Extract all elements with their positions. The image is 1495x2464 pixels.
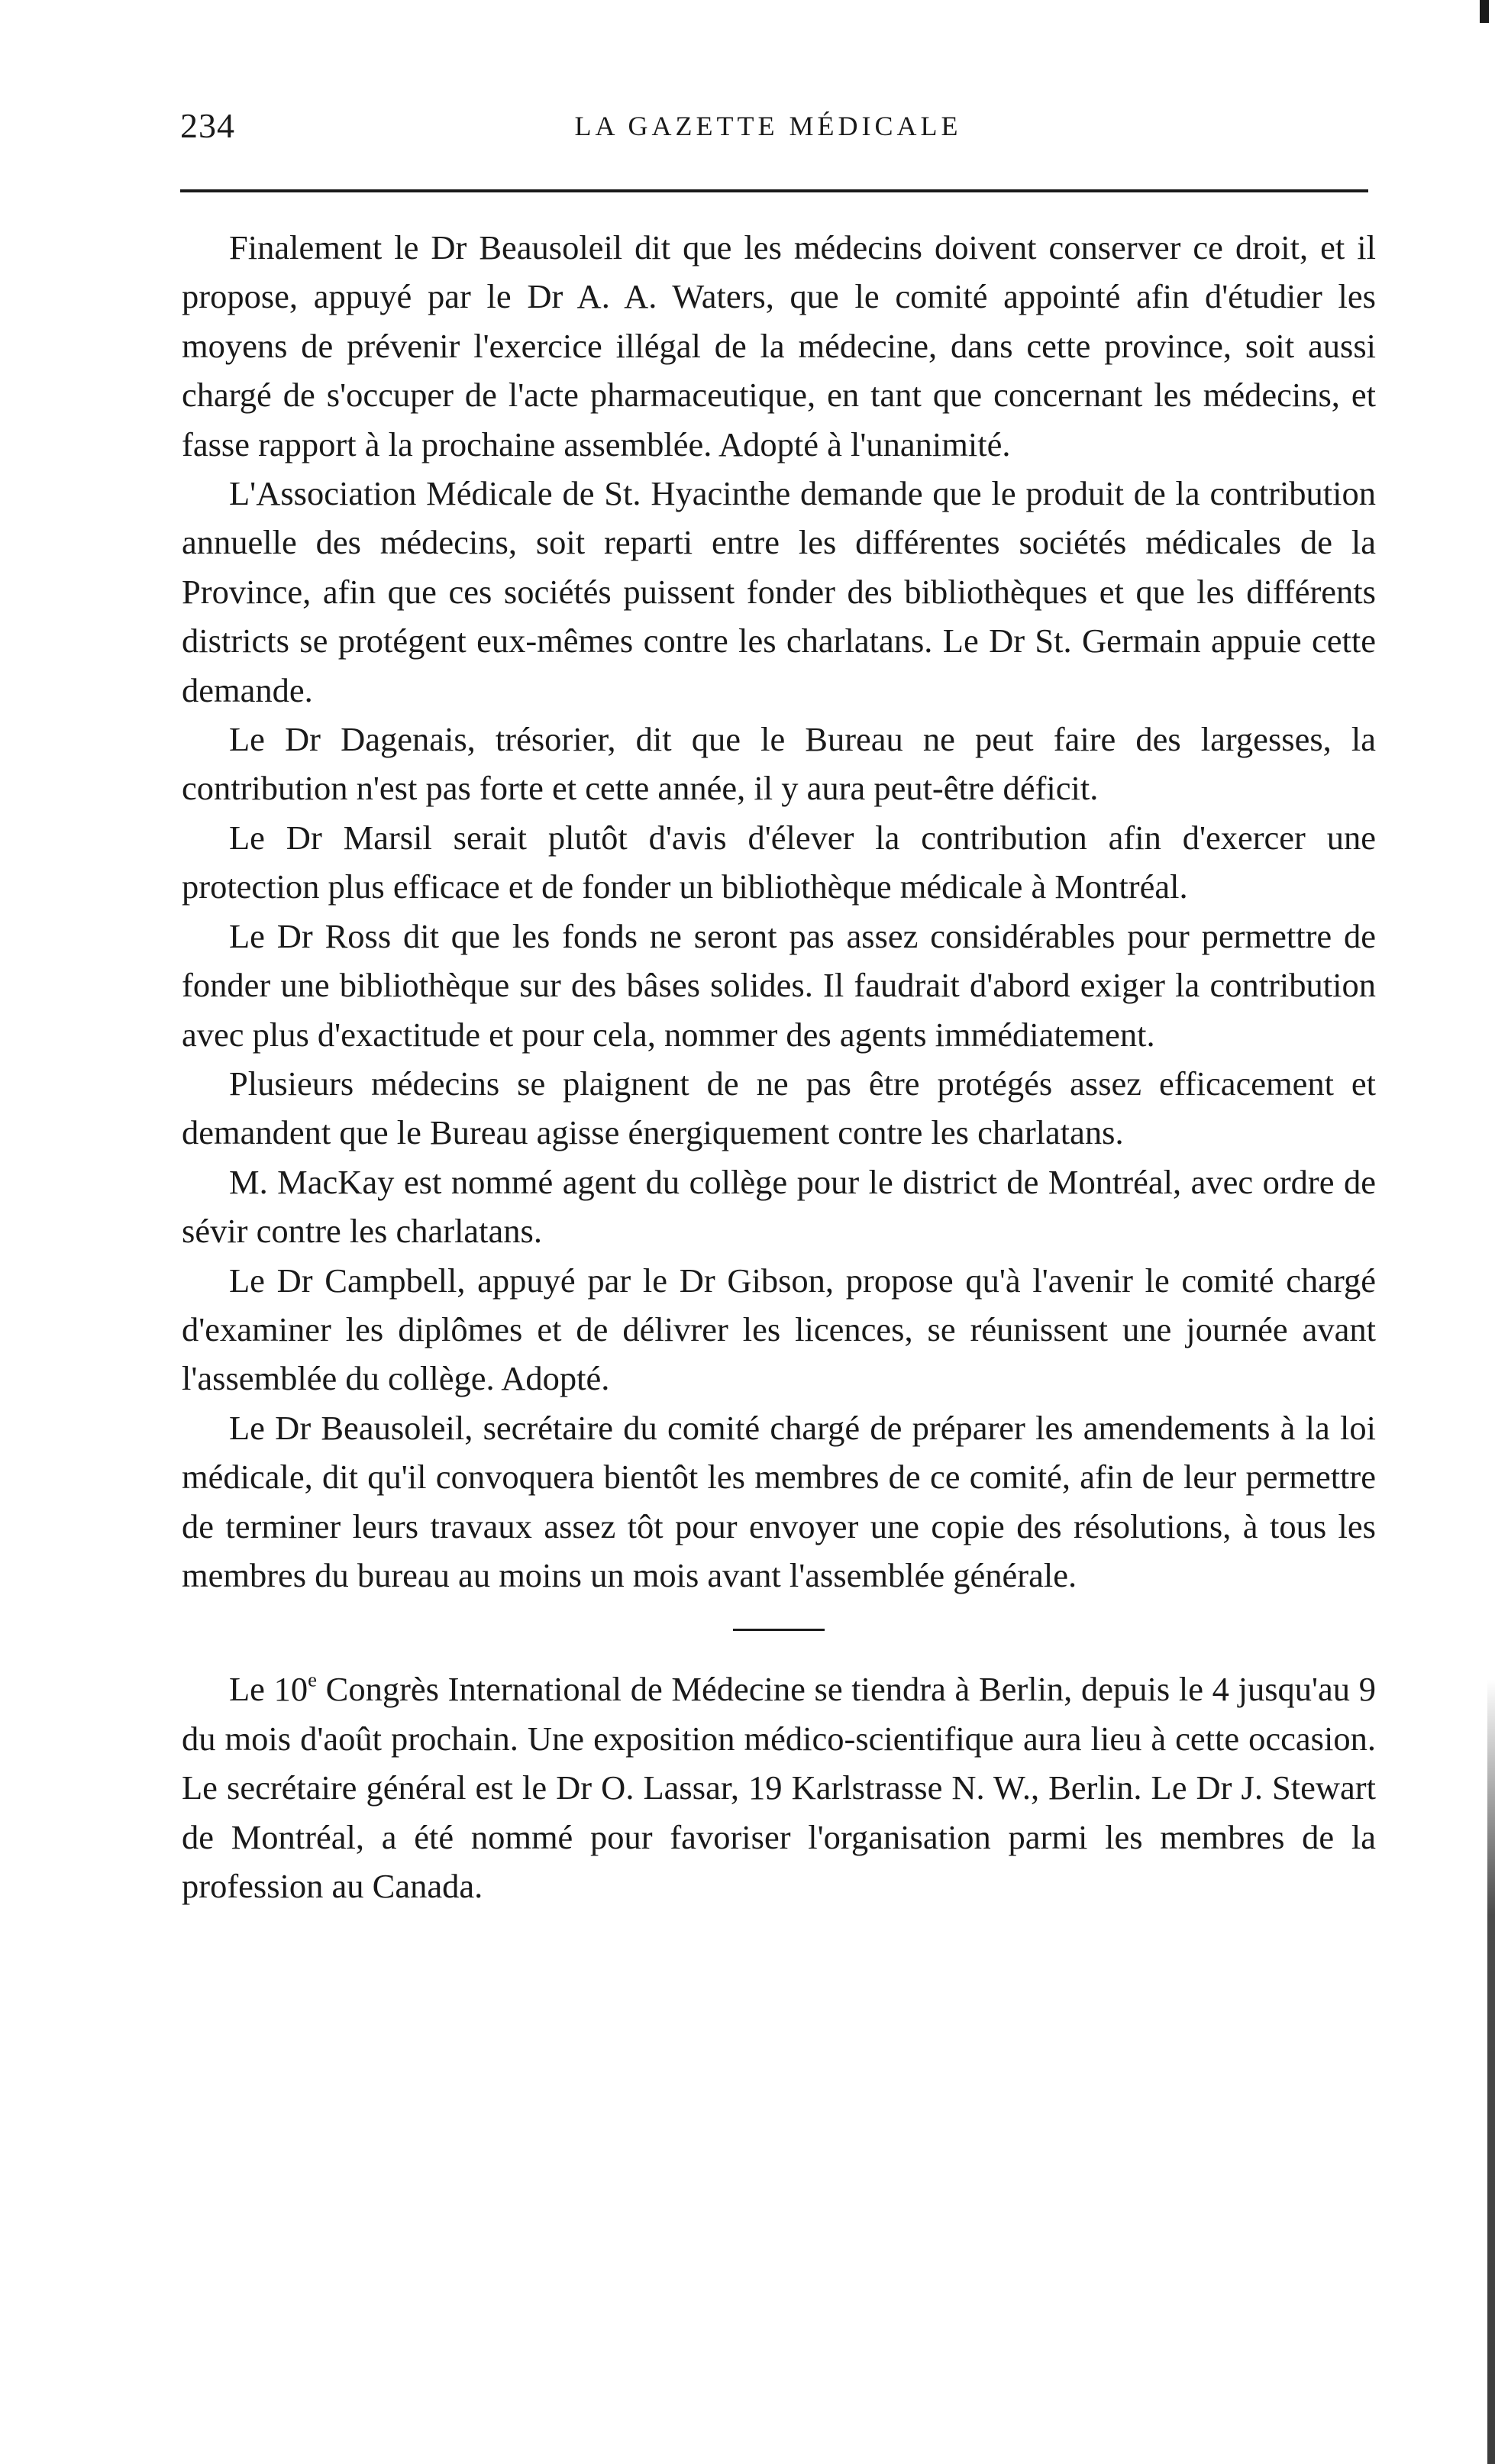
body-text: [182, 223, 1376, 1910]
paragraph: Plusieurs médecins se plaignent de ne pas être protégés assez efficacement et demandent que le Bureau agisse énergiquement contre les charlatans.: [182, 1064, 1376, 1152]
scan-corner-mark: [1480, 0, 1489, 23]
paragraph: L'Association Médicale de St. Hyacinthe demande que le produit de la contribution annuelle des médecins, soit reparti entre les différentes sociétés médicales de la Province, afin que ces sociétés puissent fonder des bibliothèques et que les différents districts se protégent eux-mêmes contre les charlatans. Le Dr St. Germain appuie cette demande.: [182, 474, 1376, 709]
paragraph: M. MacKay est nommé agent du collège pour le district de Montréal, avec ordre de sévir contre les charlatans.: [182, 1162, 1376, 1251]
paragraph: Finalement le Dr Beausoleil dit que les médecins doivent conserver ce droit, et il propose, appuyé par le Dr A. A. Waters, que le comité appointé afin d'étudier les moyens de prévenir l'exercice illégal de la médecine, dans cette province, soit aussi chargé de s'occuper de l'acte pharmaceutique, en tant que concernant les médecins, et fasse rapport à la prochaine assemblée. Adopté à l'unanimité.: [182, 228, 1376, 463]
notice-lead: Le 10: [229, 1670, 308, 1709]
paragraph: Le Dr Ross dit que les fonds ne seront pas assez considérables pour permettre de fonder une bibliothèque sur des bâses solides. Il faudrait d'abord exiger la contribution avec plus d'exactitude et pour cela, nommer des agents immédiatement.: [182, 916, 1376, 1054]
notice-text: Congrès International de Médecine se tiendra à Berlin, depuis le 4 jusqu'au 9 du mois d'août prochain. Une exposition médico-scientifique aura lieu à cette occasion. Le secrétaire général est le Dr O. Lassar, 19 Karlstrasse N. W., Berlin. Le Dr J. Stewart de Montréal, a été nommé pour favoriser l'organisation parmi les membres de la profession au Canada.: [182, 1670, 1376, 1905]
paragraph: Le Dr Dagenais, trésorier, dit que le Bureau ne peut faire des largesses, la contribution n'est pas forte et cette année, il y aura peut-être déficit.: [182, 720, 1376, 808]
notice-superscript: e: [308, 1668, 317, 1691]
page-header: [180, 105, 1356, 159]
header-rule: [180, 189, 1368, 192]
section-separator: [733, 1629, 825, 1631]
page-number: 234: [180, 106, 235, 145]
scan-edge-mark: [1487, 1680, 1495, 2464]
paragraph: Le Dr Campbell, appuyé par le Dr Gibson, propose qu'à l'avenir le comité chargé d'examiner les diplômes et de délivrer les licences, se réunissent une journée avant l'assemblée du collège. Adopté.: [182, 1261, 1376, 1398]
congress-notice: [182, 1665, 1376, 1910]
paragraph: Le Dr Marsil serait plutôt d'avis d'élever la contribution afin d'exercer une protection plus efficace et de fonder un bibliothèque médicale à Montréal.: [182, 818, 1376, 906]
paragraph: Le Dr Beausoleil, secrétaire du comité chargé de préparer les amendements à la loi médicale, dit qu'il convoquera bientôt les membres de ce comité, afin de leur permettre de terminer leurs travaux assez tôt pour envoyer une copie des résolutions, à tous les membres du bureau au moins un mois avant l'assemblée générale.: [182, 1408, 1376, 1594]
running-title: LA GAZETTE MÉDICALE: [574, 111, 962, 141]
